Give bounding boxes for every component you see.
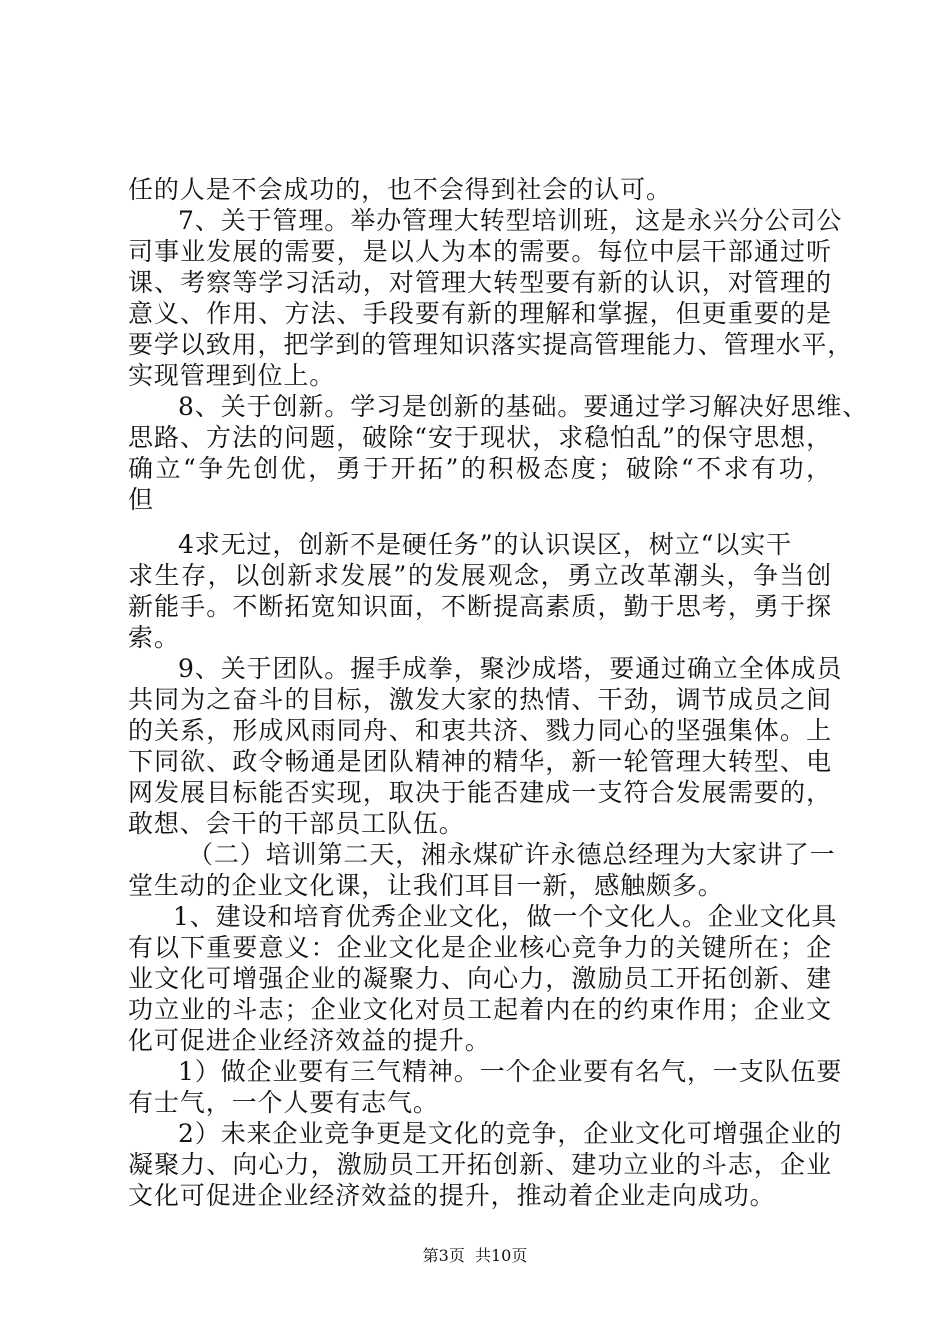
text-line: 求生存，以创新求发展”的发展观念，勇立改革潮头，争当创 [128,561,832,590]
page-number-label: 第3页 共10页 [422,1246,528,1265]
page-footer [0,1243,950,1266]
text-line: 确立“争先创优，勇于开拓”的积极态度；破除“不求有功， [128,454,832,483]
text-line: 有士气，一个人要有志气。 [128,1088,439,1117]
text-line: 9、关于团队。握手成拳，聚沙成塔，要通过确立全体成员 [178,654,843,683]
text-line: 有以下重要意义：企业文化是企业核心竞争力的关键所在；企 [128,933,832,962]
text-line: 意义、作用、方法、手段要有新的理解和掌握，但更重要的是 [128,299,832,328]
text-line: 堂生动的企业文化课，让我们耳目一新，感触颇多。 [128,871,724,900]
text-line: 8、关于创新。学习是创新的基础。要通过学习解决好思维、 [178,392,869,421]
text-line: （二）培训第二天，湘永煤矿许永德总经理为大家讲了一 [188,840,836,869]
text-line: 实现管理到位上。 [128,361,336,390]
text-line: 要学以致用，把学到的管理知识落实提高管理能力、管理水平， [128,330,854,359]
text-line: 但 [128,485,154,514]
text-line: 文化可促进企业经济效益的提升，推动着企业走向成功。 [128,1181,776,1210]
text-line: 新能手。不断拓宽知识面，不断提高素质，勤于思考，勇于探 [128,592,832,621]
text-line: 业文化可增强企业的凝聚力、向心力，激励员工开拓创新、建 [128,964,832,993]
text-line: 功立业的斗志；企业文化对员工起着内在的约束作用；企业文 [128,995,832,1024]
text-line: 2）未来企业竞争更是文化的竞争，企业文化可增强企业的 [178,1119,843,1148]
text-line: 任的人是不会成功的，也不会得到社会的认可。 [128,175,672,204]
text-line: 思路、方法的问题，破除“安于现状，求稳怕乱”的保守思想， [128,423,832,452]
paragraph-gap [128,515,832,529]
text-line: 课、考察等学习活动，对管理大转型要有新的认识，对管理的 [128,268,832,297]
text-line: 下同欲、政令畅通是团队精神的精华，新一轮管理大转型、电 [128,747,832,776]
text-line: 网发展目标能否实现，取决于能否建成一支符合发展需要的， [128,778,832,807]
text-line: 敢想、会干的干部员工队伍。 [128,809,465,838]
text-line: 共同为之奋斗的目标，激发大家的热情、干劲，调节成员之间 [128,685,832,714]
text-line: 7、关于管理。举办管理大转型培训班，这是永兴分公司公 [178,206,843,235]
text-line: 索。 [128,623,180,652]
text-line: 4求无过，创新不是硬任务”的认识误区，树立“以实干 [178,530,792,559]
text-line: 1）做企业要有三气精神。一个企业要有名气，一支队伍要 [178,1057,843,1086]
document-body [128,174,869,1211]
text-line: 凝聚力、向心力，激励员工开拓创新、建功立业的斗志，企业 [128,1150,832,1179]
text-line: 化可促进企业经济效益的提升。 [128,1026,491,1055]
text-line: 司事业发展的需要，是以人为本的需要。每位中层干部通过听 [128,237,832,266]
text-line: 的关系，形成风雨同舟、和衷共济、戮力同心的坚强集体。上 [128,716,832,745]
text-line: 1、建设和培育优秀企业文化，做一个文化人。企业文化具 [173,902,838,931]
